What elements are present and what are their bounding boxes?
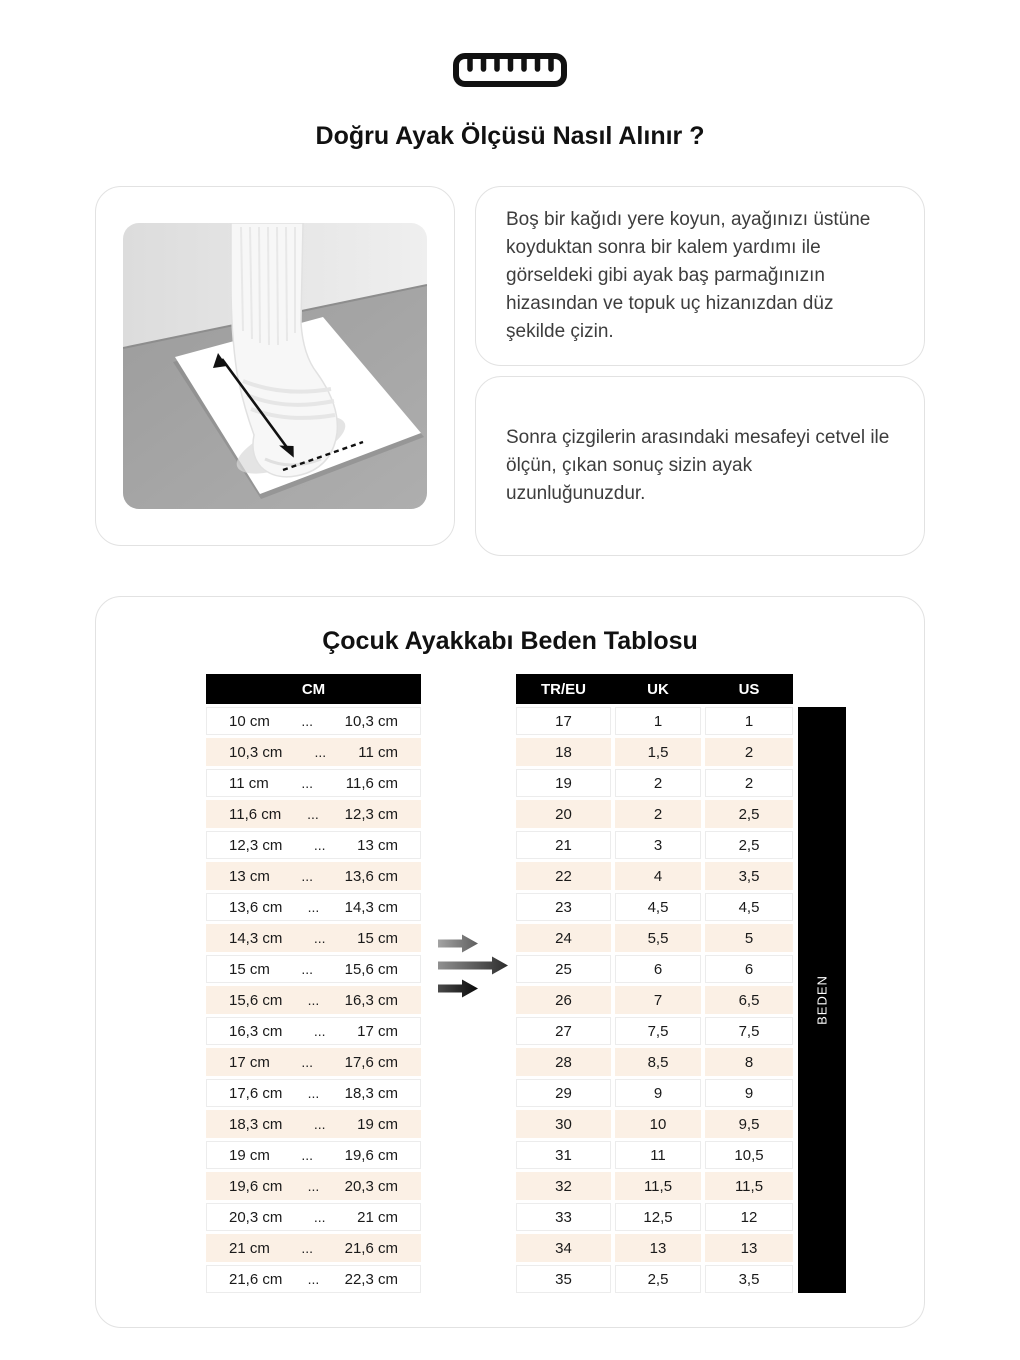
size-table-body bbox=[516, 707, 793, 1293]
size-chart-title: Çocuk Ayakkabı Beden Tablosu bbox=[322, 627, 698, 655]
cm-table-row: 18,3 cm ... 19 cm bbox=[206, 1110, 421, 1138]
size-table-row: 19 2 2 bbox=[516, 769, 793, 797]
cm-table-row: 19 cm ... 19,6 cm bbox=[206, 1141, 421, 1169]
size-table-row: 28 8,5 8 bbox=[516, 1048, 793, 1076]
cm-table-row: 14,3 cm ... 15 cm bbox=[206, 924, 421, 952]
size-table-row: 33 12,5 12 bbox=[516, 1203, 793, 1231]
cm-table-row: 20,3 cm ... 21 cm bbox=[206, 1203, 421, 1231]
ruler-icon bbox=[0, 0, 1020, 88]
instruction-step-1: Boş bir kağıdı yere koyun, ayağınızı üstüne koyduktan sonra bir kalem yardımı ile görseldeki gibi ayak baş parmağınızın hizasından ve topuk uç hizanızdan düz şekilde çizin. bbox=[506, 209, 871, 342]
instructions-section bbox=[95, 186, 925, 556]
beden-label: BEDEN bbox=[814, 975, 830, 1025]
cm-table-row: 10,3 cm ... 11 cm bbox=[206, 738, 421, 766]
size-table-header bbox=[516, 674, 793, 704]
instruction-step-2: Sonra çizgilerin arasındaki mesafeyi cetvel ile ölçün, çıkan sonuç sizin ayak uzunluğunuzdur. bbox=[506, 427, 890, 504]
cm-table-header: CM bbox=[206, 674, 421, 704]
size-chart-tables bbox=[206, 674, 924, 1293]
foot-measure-photo bbox=[123, 223, 427, 509]
instruction-card-2 bbox=[475, 376, 925, 556]
cm-table-row: 15,6 cm ... 16,3 cm bbox=[206, 986, 421, 1014]
cm-table-row: 10 cm ... 10,3 cm bbox=[206, 707, 421, 735]
cm-table bbox=[206, 674, 421, 1293]
instruction-card-1 bbox=[475, 186, 925, 366]
size-table-row: 32 11,5 11,5 bbox=[516, 1172, 793, 1200]
size-table-row: 17 1 1 bbox=[516, 707, 793, 735]
instruction-text-column bbox=[475, 186, 925, 556]
cm-table-row: 12,3 cm ... 13 cm bbox=[206, 831, 421, 859]
foot-measure-photo-card bbox=[95, 186, 455, 546]
cm-table-row: 17,6 cm ... 18,3 cm bbox=[206, 1079, 421, 1107]
size-table-header-treu: TR/EU bbox=[541, 680, 586, 698]
size-table-row: 24 5,5 5 bbox=[516, 924, 793, 952]
cm-table-row: 19,6 cm ... 20,3 cm bbox=[206, 1172, 421, 1200]
size-table-row: 22 4 3,5 bbox=[516, 862, 793, 890]
cm-table-row: 21,6 cm ... 22,3 cm bbox=[206, 1265, 421, 1293]
transfer-arrows-icon bbox=[438, 932, 508, 1005]
size-table-header-us: US bbox=[738, 680, 760, 698]
cm-table-row: 17 cm ... 17,6 cm bbox=[206, 1048, 421, 1076]
cm-table-row: 13,6 cm ... 14,3 cm bbox=[206, 893, 421, 921]
size-table-row: 23 4,5 4,5 bbox=[516, 893, 793, 921]
size-table-row: 26 7 6,5 bbox=[516, 986, 793, 1014]
size-table-row: 35 2,5 3,5 bbox=[516, 1265, 793, 1293]
size-table-row: 25 6 6 bbox=[516, 955, 793, 983]
cm-table-body bbox=[206, 707, 421, 1293]
cm-table-row: 21 cm ... 21,6 cm bbox=[206, 1234, 421, 1262]
size-table-row: 27 7,5 7,5 bbox=[516, 1017, 793, 1045]
size-table-row: 34 13 13 bbox=[516, 1234, 793, 1262]
size-table-row: 29 9 9 bbox=[516, 1079, 793, 1107]
cm-table-row: 11,6 cm ... 12,3 cm bbox=[206, 800, 421, 828]
size-table-header-uk: UK bbox=[647, 680, 669, 698]
page-title: Doğru Ayak Ölçüsü Nasıl Alınır ? bbox=[315, 122, 705, 150]
size-table-row: 31 11 10,5 bbox=[516, 1141, 793, 1169]
size-table bbox=[516, 674, 793, 1293]
size-table-row: 18 1,5 2 bbox=[516, 738, 793, 766]
size-table-row: 21 3 2,5 bbox=[516, 831, 793, 859]
cm-table-row: 13 cm ... 13,6 cm bbox=[206, 862, 421, 890]
size-table-row: 20 2 2,5 bbox=[516, 800, 793, 828]
cm-table-row: 15 cm ... 15,6 cm bbox=[206, 955, 421, 983]
size-chart-card bbox=[95, 596, 925, 1328]
size-table-row: 30 10 9,5 bbox=[516, 1110, 793, 1138]
cm-table-row: 11 cm ... 11,6 cm bbox=[206, 769, 421, 797]
beden-label-strip bbox=[798, 707, 846, 1293]
cm-table-row: 16,3 cm ... 17 cm bbox=[206, 1017, 421, 1045]
